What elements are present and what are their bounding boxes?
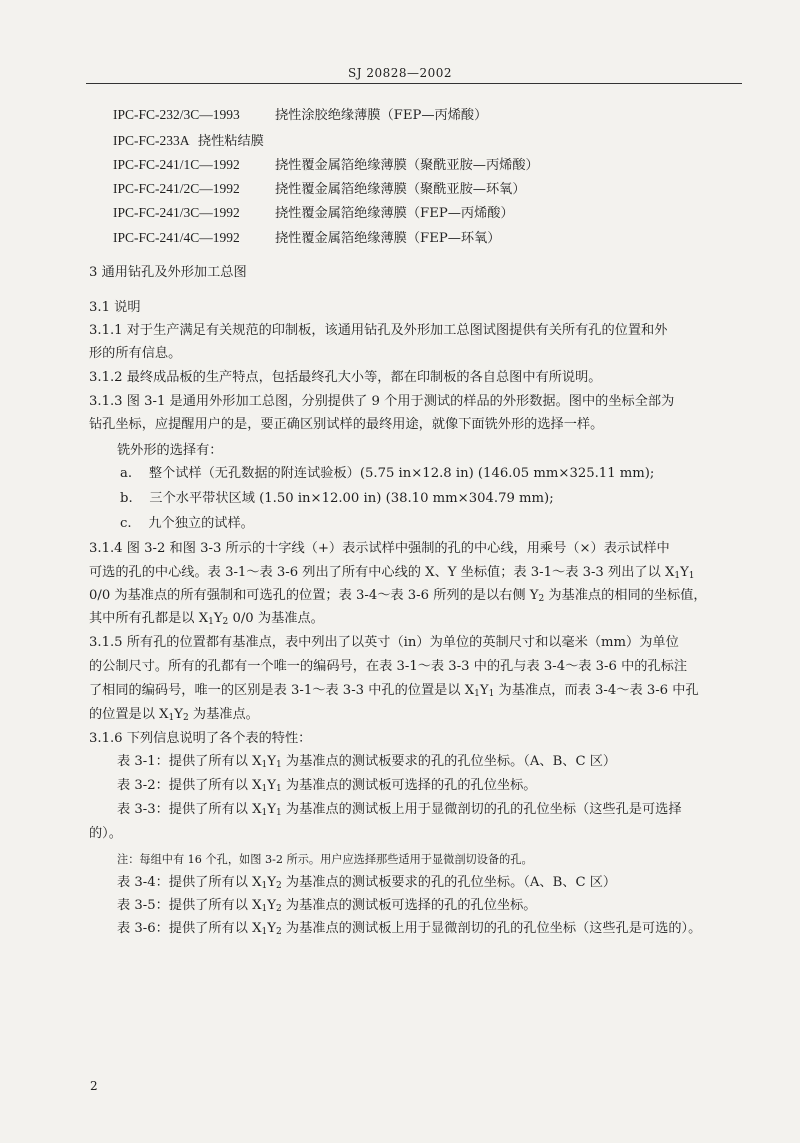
ref-title: 挠性粘结膜 bbox=[197, 134, 264, 149]
subsection-heading: 3.1 说明 bbox=[89, 300, 141, 315]
ref-title: 挠性覆金属箔绝缘薄膜（FEP—环氧） bbox=[275, 231, 501, 246]
list-item bbox=[120, 465, 654, 482]
table-desc-line: 表 3-5：提供了所有以 $X_1Y_2$ 为基准点的测试板可选择的孔的孔位坐标。 bbox=[117, 898, 537, 914]
paragraph-line: 的位置是以 $X_1Y_2$ 为基准点。 bbox=[89, 707, 259, 723]
list-item bbox=[120, 515, 254, 532]
list-text: 三个水平带状区域 (1.50 in×12.00 in) (38.10 mm×304.79 mm); bbox=[149, 491, 554, 506]
ref-code: IPC-FC-241/2C—1992 bbox=[113, 181, 240, 196]
table-desc-line: 表 3-1：提供了所有以 $X_1Y_1$ 为基准点的测试板要求的孔的孔位坐标。（A、B、C 区） bbox=[117, 754, 617, 770]
header-rule bbox=[86, 83, 742, 84]
paragraph-line: 3.1.4 图 3-2 和图 3-3 所示的十字线（+）表示试样中强制的孔的中心线，用乘号（×）表示试样中 bbox=[89, 541, 670, 556]
ref-title: 挠性涂胶绝缘薄膜（FEP—丙烯酸） bbox=[275, 108, 488, 123]
paragraph-line: 0/0 为基准点的所有强制和可选孔的位置；表 3-4～表 3-6 所列的是以右侧 $Y_2$ 为基准点的相同的坐标值， bbox=[89, 588, 707, 604]
paragraph-line: 了相同的编码号，唯一的区别是表 3-1～表 3-3 中孔的位置是以 $X_1Y_1$ 为基准点，而表 3-4～表 3-6 中孔 bbox=[89, 683, 699, 699]
paragraph-line: 3.1.2 最终成品板的生产特点，包括最终孔大小等，都在印制板的各自总图中有所说明。 bbox=[89, 370, 602, 385]
paragraph-line: 3.1.6 下列信息说明了各个表的特性： bbox=[89, 731, 312, 746]
paragraph-line: 3.1.5 所有孔的位置都有基准点，表中列出了以英寸（in）为单位的英制尺寸和以毫米（mm）为单位 bbox=[89, 635, 679, 650]
list-text: 整个试样（无孔数据的附连试验板）(5.75 in×12.8 in) (146.05 mm×325.11 mm); bbox=[148, 466, 655, 481]
table-desc-line: 表 3-6：提供了所有以 $X_1Y_2$ 为基准点的测试板上用于显微剖切的孔的孔位坐标（这些孔是可选的）。 bbox=[117, 921, 702, 937]
ref-code: IPC-FC-233A bbox=[113, 133, 190, 148]
table-desc-line: 表 3-3：提供了所有以 $X_1Y_1$ 为基准点的测试板上用于显微剖切的孔的孔位坐标（这些孔是可选择 bbox=[117, 802, 682, 818]
paragraph-line: 的公制尺寸。所有的孔都有一个唯一的编码号，在表 3-1～表 3-3 中的孔与表 3-4～表 3-6 中的孔标注 bbox=[89, 659, 688, 674]
ref-code: IPC-FC-232/3C—1993 bbox=[113, 107, 240, 122]
ref-title: 挠性覆金属箔绝缘薄膜（聚酰亚胺—环氧） bbox=[275, 182, 526, 197]
header-doc-number: SJ 20828—2002 bbox=[347, 66, 453, 80]
section-heading: 3 通用钻孔及外形加工总图 bbox=[89, 265, 247, 280]
list-label: c. bbox=[120, 516, 132, 531]
paragraph-line: 3.1.3 图 3-1 是通用外形加工总图，分别提供了 9 个用于测试的样品的外形数据。图中的坐标全部为 bbox=[89, 394, 675, 409]
list-text: 九个独立的试样。 bbox=[148, 516, 254, 531]
list-label: b. bbox=[120, 491, 133, 506]
ref-item bbox=[113, 156, 539, 174]
ref-item bbox=[113, 106, 487, 124]
list-label: a. bbox=[120, 466, 133, 481]
page-number: 2 bbox=[90, 1079, 98, 1093]
paragraph-line: 的）。 bbox=[89, 826, 122, 841]
paragraph-line: 形的所有信息。 bbox=[89, 346, 182, 361]
paragraph-line: 其中所有孔都是以 $X_1Y_2$ 0/0 为基准点。 bbox=[89, 611, 324, 627]
list-item bbox=[120, 490, 554, 507]
paragraph-line: 钻孔坐标，应提醒用户的是，要正确区别试样的最终用途，就像下面铣外形的选择一样。 bbox=[89, 417, 604, 432]
ref-title: 挠性覆金属箔绝缘薄膜（FEP—丙烯酸） bbox=[275, 206, 514, 221]
note: 注：每组中有 16 个孔，如图 3-2 所示。用户应选择那些适用于显微剖切设备的孔。 bbox=[117, 853, 533, 866]
ref-code: IPC-FC-241/4C—1992 bbox=[113, 230, 240, 245]
ref-code: IPC-FC-241/1C—1992 bbox=[113, 157, 240, 172]
ref-code: IPC-FC-241/3C—1992 bbox=[113, 205, 240, 220]
ref-title: 挠性覆金属箔绝缘薄膜（聚酰亚胺—丙烯酸） bbox=[275, 158, 539, 173]
paragraph-line: 3.1.1 对于生产满足有关规范的印制板，该通用钻孔及外形加工总图试图提供有关所有孔的位置和外 bbox=[89, 323, 668, 338]
ref-item bbox=[113, 204, 514, 222]
ref-item bbox=[113, 180, 526, 198]
paragraph-line: 可选的孔的中心线。表 3-1～表 3-6 列出了所有中心线的 X、Y 坐标值；表 3-1～表 3-3 列出了以 $X_1Y_1$ bbox=[89, 565, 695, 581]
ref-item bbox=[113, 132, 264, 150]
table-desc-line: 表 3-4：提供了所有以 $X_1Y_2$ 为基准点的测试板要求的孔的孔位坐标。（A、B、C 区） bbox=[117, 875, 617, 891]
list-intro: 铣外形的选择有： bbox=[117, 443, 223, 458]
ref-item bbox=[113, 229, 500, 247]
table-desc-line: 表 3-2：提供了所有以 $X_1Y_1$ 为基准点的测试板可选择的孔的孔位坐标。 bbox=[117, 778, 537, 794]
